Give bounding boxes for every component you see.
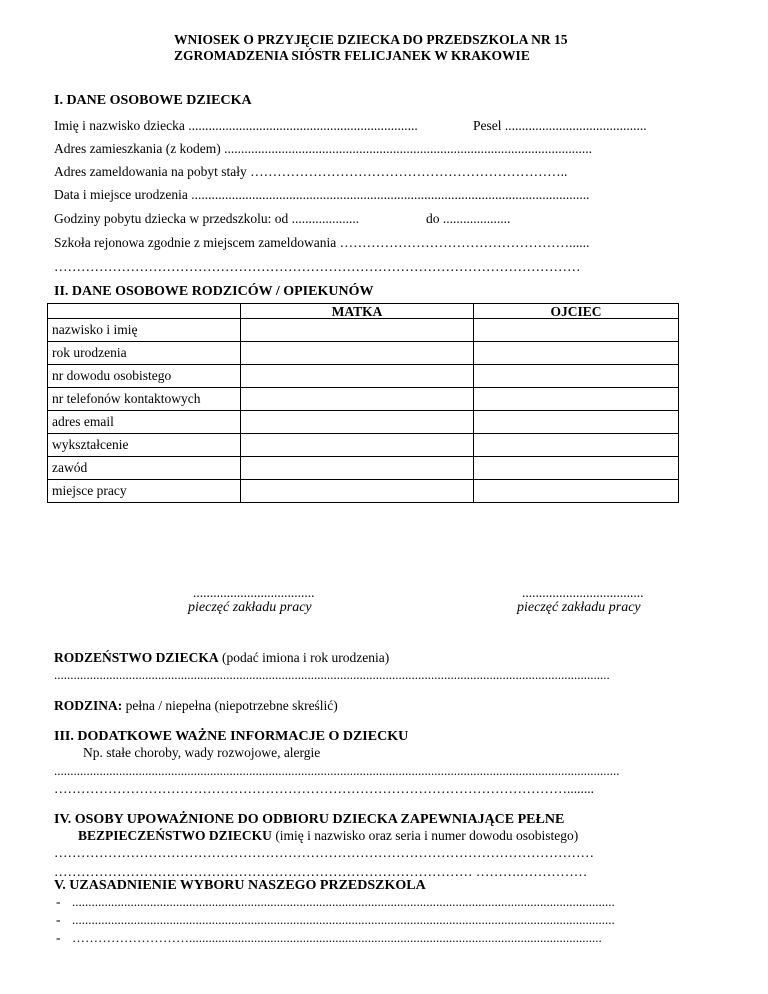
- stamp-dots-right: ....................................: [522, 585, 644, 600]
- additional-info-field-2[interactable]: ……………………………………………………………………………………………………........: [54, 781, 594, 796]
- authorized-persons-field-1[interactable]: …………………………………………………………………………………………………………: [54, 845, 594, 860]
- table-row: [48, 319, 679, 342]
- hours-from-field[interactable]: Godziny pobytu dziecka w przedszkolu: od ....................: [54, 211, 360, 226]
- registered-address-field[interactable]: Adres zameldowania na pobyt stały ……………………………………………………………..: [54, 164, 568, 179]
- form-title-line2: ZGROMADZENIA SIÓSTR FELICJANEK W KRAKOWIE: [174, 48, 530, 63]
- siblings-title: RODZEŃSTWO DZIECKA: [54, 650, 219, 665]
- mother-cell[interactable]: [241, 480, 474, 503]
- father-cell[interactable]: [474, 365, 679, 388]
- siblings-note: (podać imiona i rok urodzenia): [218, 650, 390, 665]
- stamp-label-left: pieczęć zakładu pracy: [188, 600, 312, 615]
- address-field[interactable]: Adres zamieszkania (z kodem) .............................................................................................................: [54, 141, 593, 156]
- authorized-persons-field-2[interactable]: ………………………………………………………………………………… ……….……………: [54, 864, 588, 879]
- mother-cell[interactable]: [241, 319, 474, 342]
- row-label: nr dowodu osobistego: [48, 365, 241, 388]
- stamp-dots-left: ....................................: [193, 585, 315, 600]
- row-label: rok urodzenia: [48, 342, 241, 365]
- table-header-blank: [48, 304, 241, 319]
- siblings-heading: [54, 650, 389, 666]
- row-label: miejsce pracy: [48, 480, 241, 503]
- reason-field-2[interactable]: .......................................................................................................................................................................: [72, 912, 615, 927]
- reason-field-1[interactable]: .......................................................................................................................................................................: [72, 894, 615, 909]
- father-cell[interactable]: [474, 319, 679, 342]
- row-label: wykształcenie: [48, 434, 241, 457]
- siblings-field[interactable]: ...........................................................................................................................................................................: [54, 667, 610, 682]
- section3-subtitle: Np. stałe choroby, wady rozwojowe, alergie: [83, 745, 321, 760]
- stamp-label-right: pieczęć zakładu pracy: [517, 600, 641, 615]
- bullet: -: [56, 912, 61, 927]
- mother-cell[interactable]: [241, 388, 474, 411]
- mother-cell[interactable]: [241, 342, 474, 365]
- father-cell[interactable]: [474, 434, 679, 457]
- table-row: [48, 457, 679, 480]
- parents-table: [47, 303, 679, 503]
- row-label: zawód: [48, 457, 241, 480]
- table-row: [48, 388, 679, 411]
- father-cell[interactable]: [474, 480, 679, 503]
- family-title: RODZINA:: [54, 698, 123, 713]
- birth-date-place-field[interactable]: Data i miejsce urodzenia ......................................................................................................................: [54, 187, 590, 202]
- additional-info-field-1[interactable]: ..............................................................................................................................................................................: [54, 763, 620, 778]
- section5-title: V. UZASADNIENIE WYBORU NASZEGO PRZEDSZKOLA: [54, 878, 426, 893]
- father-cell[interactable]: [474, 457, 679, 480]
- table-row: [48, 342, 679, 365]
- section4-title-line2: [78, 828, 578, 844]
- row-label: adres email: [48, 411, 241, 434]
- child-name-field[interactable]: Imię i nazwisko dziecka ....................................................................: [54, 118, 418, 133]
- row-label: nr telefonów kontaktowych: [48, 388, 241, 411]
- bullet: -: [56, 894, 61, 909]
- row-label: nazwisko i imię: [48, 319, 241, 342]
- section4-title-bold: BEZPIECZEŃSTWO DZIECKU: [78, 828, 272, 843]
- table-row: [48, 434, 679, 457]
- mother-cell[interactable]: [241, 434, 474, 457]
- bullet: -: [56, 930, 61, 945]
- family-line: [54, 698, 338, 714]
- father-cell[interactable]: [474, 388, 679, 411]
- father-cell[interactable]: [474, 342, 679, 365]
- section4-title: IV. OSOBY UPOWAŻNIONE DO ODBIORU DZIECKA ZAPEWNIAJĄCE PEŁNE: [54, 812, 565, 827]
- district-school-field[interactable]: Szkoła rejonowa zgodnie z miejscem zameldowania ……………………………………………......: [54, 235, 590, 250]
- family-options[interactable]: pełna / niepełna (niepotrzebne skreślić): [122, 698, 338, 713]
- mother-cell[interactable]: [241, 457, 474, 480]
- reason-field-3[interactable]: ………………………...............................................................................................................................: [72, 930, 602, 945]
- form-title-line1: WNIOSEK O PRZYJĘCIE DZIECKA DO PRZEDSZKOLA NR 15: [174, 32, 568, 47]
- mother-cell[interactable]: [241, 411, 474, 434]
- table-row: [48, 480, 679, 503]
- pesel-field[interactable]: Pesel ..........................................: [473, 118, 647, 133]
- table-row: [48, 411, 679, 434]
- column-mother: MATKA: [241, 304, 474, 319]
- column-father: OJCIEC: [474, 304, 679, 319]
- father-cell[interactable]: [474, 411, 679, 434]
- table-row: [48, 365, 679, 388]
- section3-title: III. DODATKOWE WAŻNE INFORMACJE O DZIECKU: [54, 729, 409, 744]
- section4-title-note: (imię i nazwisko oraz seria i numer dowodu osobistego): [271, 828, 579, 843]
- district-school-continuation[interactable]: ………………………………………………………………………………………………………: [54, 259, 581, 274]
- section1-title: I. DANE OSOBOWE DZIECKA: [54, 93, 252, 108]
- section2-title: II. DANE OSOBOWE RODZICÓW / OPIEKUNÓW: [54, 284, 374, 299]
- hours-to-field[interactable]: do ....................: [426, 211, 511, 226]
- mother-cell[interactable]: [241, 365, 474, 388]
